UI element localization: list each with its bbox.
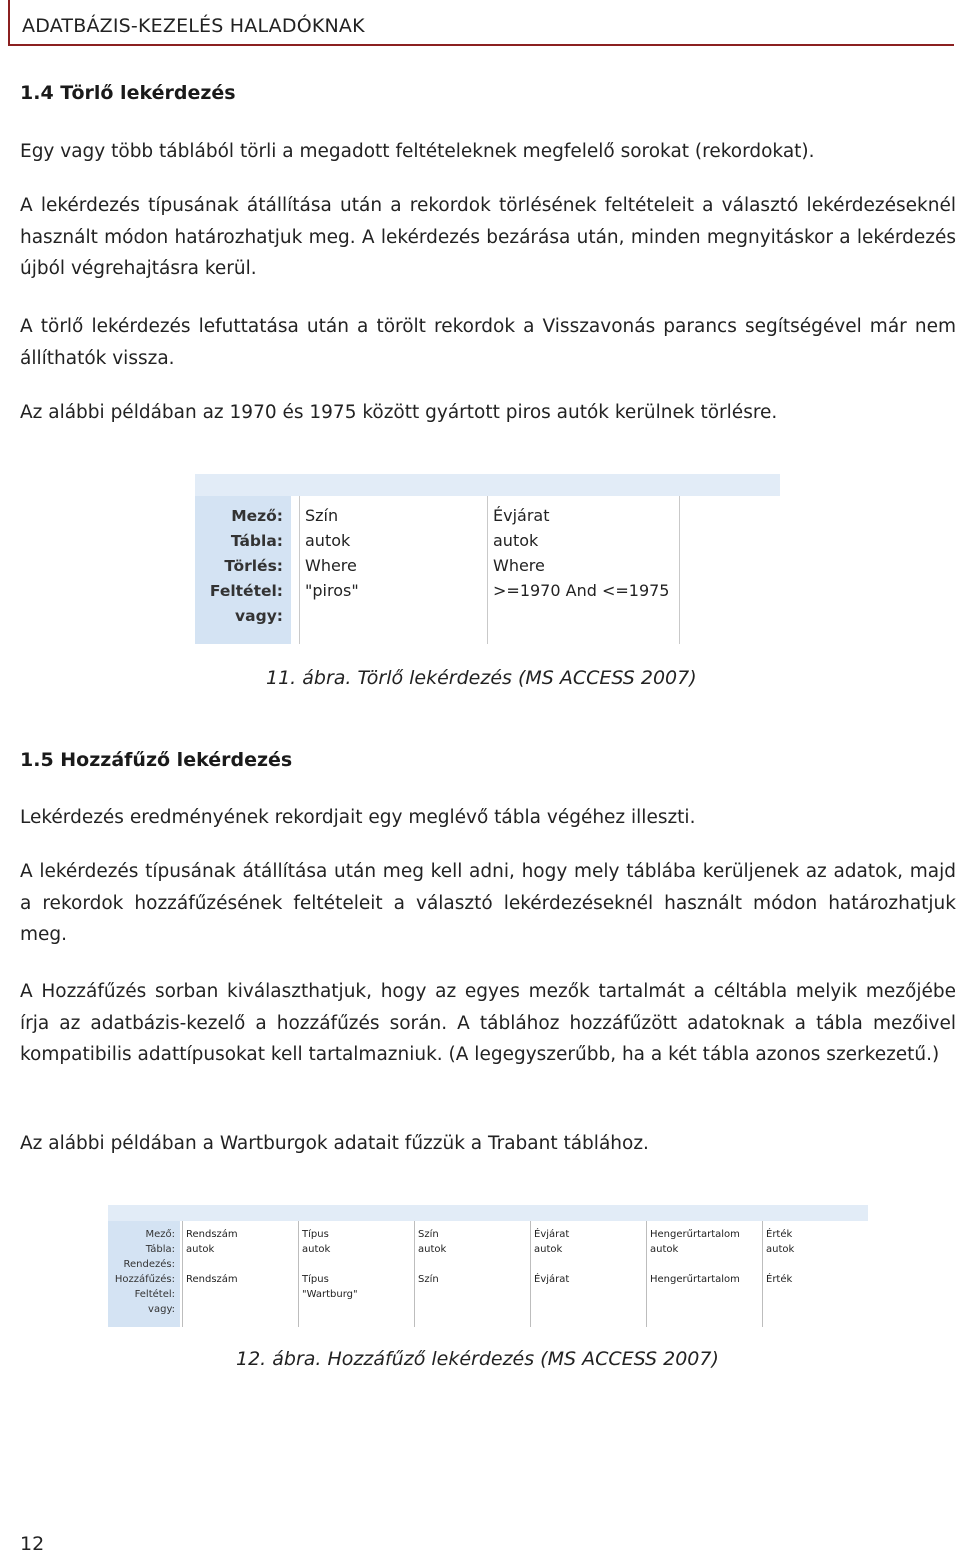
paragraph: Lekérdezés eredményének rekordjait egy meglévő tábla végéhez illeszti.: [20, 807, 696, 828]
grid-cell[interactable]: autok: [766, 1244, 795, 1255]
row-label-field: Mező:: [231, 507, 283, 525]
row-label-append: Hozzáfűzés:: [114, 1274, 175, 1285]
row-label-or: vagy:: [148, 1304, 175, 1315]
grid-top-bar: [195, 474, 780, 497]
page-number: 12: [20, 1533, 45, 1555]
column-divider: [762, 1221, 763, 1327]
paragraph: Az alábbi példában a Wartburgok adatait fűzzük a Trabant táblához.: [20, 1133, 649, 1154]
grid-cell[interactable]: Hengerűrtartalom: [650, 1229, 740, 1240]
grid-cell[interactable]: Szín: [305, 506, 339, 525]
grid-cell[interactable]: Érték: [766, 1229, 793, 1240]
grid-cell[interactable]: Érték: [766, 1274, 793, 1285]
design-grid: [180, 1221, 868, 1327]
row-label-sort: Rendezés:: [123, 1259, 175, 1270]
grid-cell[interactable]: Where: [493, 556, 545, 575]
row-label-or: vagy:: [235, 607, 283, 625]
grid-cell[interactable]: autok: [650, 1244, 679, 1255]
paragraph: A Hozzáfűzés sorban kiválaszthatjuk, hogy az egyes mezők tartalmát a céltábla melyik mezőjébe írja az adatbázis-kezelő a hozzáfűzés során. A táblához hozzáfűzött adatoknak a tábla mezőivel kompatibilis adattípusokat kell tartalmazniuk. (A legegyszerűbb, ha a két tábla azonos szerkezetű.): [20, 981, 956, 1065]
grid-top-bar: [108, 1205, 868, 1222]
column-divider: [530, 1221, 531, 1327]
column-divider: [414, 1221, 415, 1327]
grid-cell[interactable]: Évjárat: [534, 1274, 570, 1285]
header-title: ADATBÁZIS-KEZELÉS HALADÓKNAK: [22, 15, 365, 37]
paragraph: Egy vagy több táblából törli a megadott feltételeknek megfelelő sorokat (rekordokat).: [20, 141, 815, 162]
grid-cell[interactable]: Évjárat: [493, 506, 550, 525]
grid-cell[interactable]: autok: [302, 1244, 331, 1255]
grid-cell[interactable]: Hengerűrtartalom: [650, 1274, 740, 1285]
grid-cell[interactable]: "piros": [305, 581, 359, 600]
grid-cell[interactable]: Where: [305, 556, 357, 575]
figure-caption: 12. ábra. Hozzáfűző lekérdezés (MS ACCESS 2007): [236, 1348, 719, 1370]
column-divider: [299, 496, 300, 644]
column-divider: [487, 496, 488, 644]
paragraph: A lekérdezés típusának átállítása után a rekordok törlésének feltételeit a választó lekérdezéseknél használt módon határozhatjuk meg. A lekérdezés bezárása után, minden megnyitáskor a lekérdezés újból végrehajtásra kerül.: [20, 195, 956, 279]
grid-cell[interactable]: autok: [493, 531, 539, 550]
design-grid: [291, 496, 780, 644]
grid-cell[interactable]: autok: [534, 1244, 563, 1255]
row-label-table: Tábla:: [230, 532, 283, 550]
section-heading-append-query: 1.5 Hozzáfűző lekérdezés: [20, 749, 293, 771]
paragraph: A lekérdezés típusának átállítása után meg kell adni, hogy mely táblába kerüljenek az adatok, majd a rekordok hozzáfűzésének feltételeit a választó lekérdezéseknél használt módon határozhatjuk meg.: [20, 861, 956, 945]
column-divider: [182, 1221, 183, 1327]
append-query-design-grid: [108, 1205, 868, 1327]
grid-cell[interactable]: Évjárat: [534, 1229, 570, 1240]
section-heading-delete-query: 1.4 Törlő lekérdezés: [20, 82, 236, 104]
grid-cell[interactable]: Rendszám: [186, 1229, 238, 1240]
row-labels: [108, 1221, 180, 1327]
row-labels: [195, 496, 291, 644]
paragraph: Az alábbi példában az 1970 és 1975 között gyártott piros autók kerülnek törlésre.: [20, 402, 778, 423]
row-label-table: Tábla:: [145, 1244, 175, 1255]
row-label-criteria: Feltétel:: [134, 1289, 175, 1300]
grid-cell[interactable]: autok: [186, 1244, 215, 1255]
row-label-field: Mező:: [145, 1229, 175, 1240]
figure-caption: 11. ábra. Törlő lekérdezés (MS ACCESS 2007): [266, 667, 697, 689]
grid-cell[interactable]: Szín: [418, 1229, 439, 1240]
page-header: [8, 0, 954, 46]
column-divider: [646, 1221, 647, 1327]
grid-cell[interactable]: autok: [305, 531, 351, 550]
grid-cell[interactable]: autok: [418, 1244, 447, 1255]
grid-cell[interactable]: "Wartburg": [302, 1289, 358, 1300]
grid-cell[interactable]: Szín: [418, 1274, 439, 1285]
paragraph: A törlő lekérdezés lefuttatása után a törölt rekordok a Visszavonás parancs segítségével már nem állíthatók vissza.: [20, 316, 956, 369]
grid-cell[interactable]: Típus: [302, 1229, 329, 1240]
row-label-criteria: Feltétel:: [209, 582, 283, 600]
grid-cell[interactable]: Típus: [302, 1274, 329, 1285]
column-divider: [298, 1221, 299, 1327]
column-divider: [679, 496, 680, 644]
grid-cell[interactable]: Rendszám: [186, 1274, 238, 1285]
delete-query-design-grid: [195, 474, 780, 644]
grid-cell[interactable]: >=1970 And <=1975: [493, 581, 670, 600]
row-label-delete: Törlés:: [224, 557, 283, 575]
